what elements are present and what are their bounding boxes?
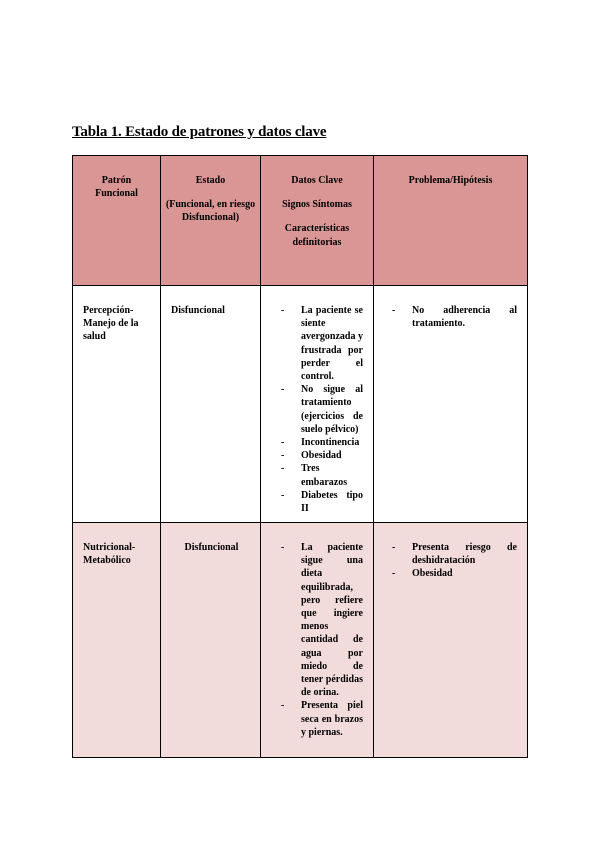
datos-list [261, 286, 373, 515]
list-item: - Presenta piel seca en brazos y piernas. [287, 699, 363, 739]
cell-datos-clave [261, 286, 374, 523]
list-item: - Tres embarazos [287, 462, 363, 488]
patterns-table [72, 155, 528, 758]
table-row [73, 286, 528, 523]
table-header-row [73, 156, 528, 286]
list-item: - Obesidad [287, 449, 363, 462]
header-patron: Patrón Funcional [73, 156, 161, 286]
cell-patron: Nutricional-Metabólico [73, 523, 161, 758]
problema-list [374, 523, 527, 581]
list-item: - Obesidad [398, 567, 517, 580]
problema-list [374, 286, 527, 330]
cell-patron: Percepción-Manejo de la salud [73, 286, 161, 523]
header-datos-clave: Datos Clave Signos Síntomas Características definitorias [261, 156, 374, 286]
cell-problema [374, 286, 528, 523]
list-item: - No adherencia al tratamiento. [398, 304, 517, 330]
list-item: - La paciente se siente avergonzada y frustrada por perder el control. [287, 304, 363, 383]
cell-problema [374, 523, 528, 758]
header-estado: Estado (Funcional, en riesgo Disfuncional) [161, 156, 261, 286]
list-item: - La paciente sigue una dieta equilibrada, pero refiere que ingiere menos cantidad de agua por miedo de tener pérdidas de orina. [287, 541, 363, 699]
table-row [73, 523, 528, 758]
list-item: - Presenta riesgo de deshidratación [398, 541, 517, 567]
cell-datos-clave [261, 523, 374, 758]
cell-estado: Disfuncional [161, 286, 261, 523]
datos-list [261, 523, 373, 739]
header-problema: Problema/Hipótesis [374, 156, 528, 286]
table-title: Tabla 1. Estado de patrones y datos clave [72, 124, 327, 140]
list-item: - Diabetes tipo II [287, 489, 363, 515]
list-item: - No sigue al tratamiento (ejercicios de suelo pélvico) [287, 383, 363, 436]
cell-estado: Disfuncional [161, 523, 261, 758]
list-item: - Incontinencia [287, 436, 363, 449]
